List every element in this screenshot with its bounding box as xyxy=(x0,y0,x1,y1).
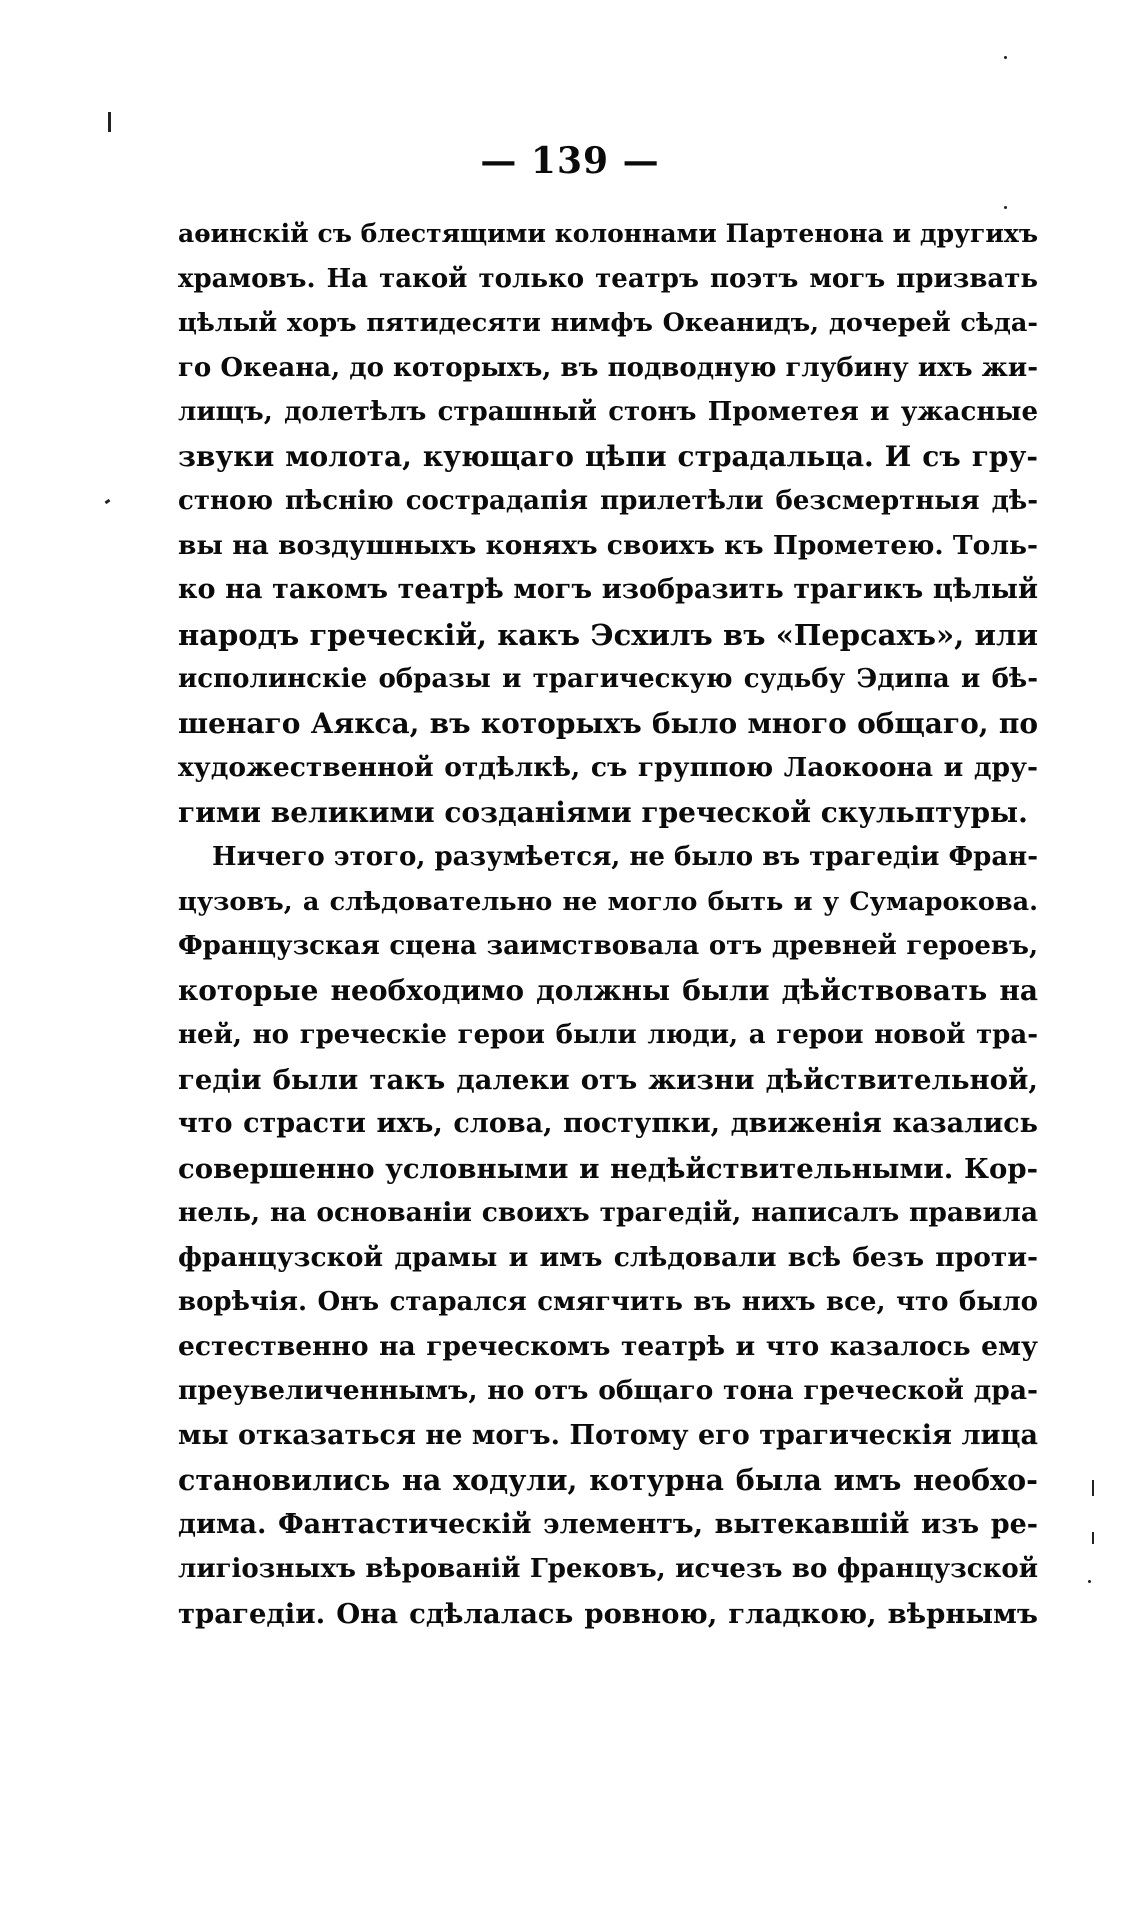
text-line: лищъ, долетѣлъ страшный стонъ Прометея и ужасные xyxy=(178,397,1038,427)
text-line: звуки молота, кующаго цѣпи страдальца. И съ гру- xyxy=(178,439,1038,473)
text-line: совершенно условными и недѣйствительными. Кор- xyxy=(178,1152,1038,1185)
scan-speck xyxy=(1004,56,1007,59)
text-line: трагедіи. Она сдѣлалась ровною, гладкою, вѣрнымъ xyxy=(178,1597,1038,1630)
text-line: которые необходимо должны были дѣйствовать на xyxy=(178,973,1038,1007)
text-line: цузовъ, а слѣдовательно не могло быть и у Сумарокова. xyxy=(178,886,1038,917)
body-text xyxy=(178,212,1038,1636)
text-line: ворѣчія. Онъ старался смягчить въ нихъ все, что было xyxy=(178,1287,1038,1317)
text-line: го Океана, до которыхъ, въ подводную глубину ихъ жи- xyxy=(178,352,1038,383)
text-line: лигіозныхъ вѣрованій Грековъ, исчезъ во французской xyxy=(178,1554,1038,1584)
scan-mark xyxy=(1092,1480,1094,1496)
page-number: — 139 — xyxy=(480,140,660,182)
scan-mark xyxy=(105,499,111,504)
scan-speck xyxy=(1088,1580,1091,1583)
text-line: гими великими созданіями греческой скульптуры. xyxy=(178,795,1028,829)
text-line: гедіи были такъ далеки отъ жизни дѣйствительной, xyxy=(178,1063,1038,1096)
scan-mark xyxy=(108,112,111,132)
text-line: Французская сцена заимствовала отъ древней героевъ, xyxy=(178,931,1038,961)
text-line: ко на такомъ театрѣ могъ изобразить трагикъ цѣлый xyxy=(178,574,1038,605)
text-line: народъ греческій, какъ Эсхилъ въ «Персахъ», или xyxy=(178,617,1038,652)
text-line: мы отказаться не могъ. Потому его трагическія лица xyxy=(178,1419,1038,1451)
paragraph-first-line: Ничего этого, разумѣется, не было въ трагедіи Фран- xyxy=(212,842,1038,872)
text-line: шенаго Аякса, въ которыхъ было много общаго, по xyxy=(178,706,1038,740)
scan-mark xyxy=(1092,1532,1094,1544)
text-line: нель, на основаніи своихъ трагедій, написалъ правила xyxy=(178,1197,1038,1228)
text-line: аѳинскій съ блестящими колоннами Партенона и другихъ xyxy=(178,219,1038,248)
text-line: что страсти ихъ, слова, поступки, движенія казались xyxy=(178,1108,1038,1139)
text-line: вы на воздушныхъ коняхъ своихъ къ Прометею. Толь- xyxy=(178,529,1038,561)
text-line: французской драмы и имъ слѣдовали всѣ безъ проти- xyxy=(178,1241,1038,1273)
text-line: естественно на греческомъ театрѣ и что казалось ему xyxy=(178,1330,1038,1362)
text-line: художественной отдѣлкѣ, съ группою Лаокоона и дру- xyxy=(178,752,1038,783)
scan-speck xyxy=(1004,206,1007,209)
text-line: цѣлый хоръ пятидесяти нимфъ Океанидъ, дочерей сѣда- xyxy=(178,308,1038,338)
text-line: дима. Фантастическій элементъ, вытекавшій изъ ре- xyxy=(178,1508,1038,1540)
text-line: преувеличеннымъ, но отъ общаго тона греческой дра- xyxy=(178,1375,1038,1406)
text-line: ней, но греческіе герои были люди, а герои новой тра- xyxy=(178,1020,1038,1050)
text-line: стною пѣснію сострадапія прилетѣли безсмертныя дѣ- xyxy=(178,486,1038,516)
text-line: становились на ходули, котурна была имъ необхо- xyxy=(178,1463,1038,1497)
text-line: храмовъ. На такой только театръ поэтъ могъ призвать xyxy=(178,263,1038,294)
text-line: исполинскіе образы и трагическую судьбу Эдипа и бѣ- xyxy=(178,664,1038,694)
